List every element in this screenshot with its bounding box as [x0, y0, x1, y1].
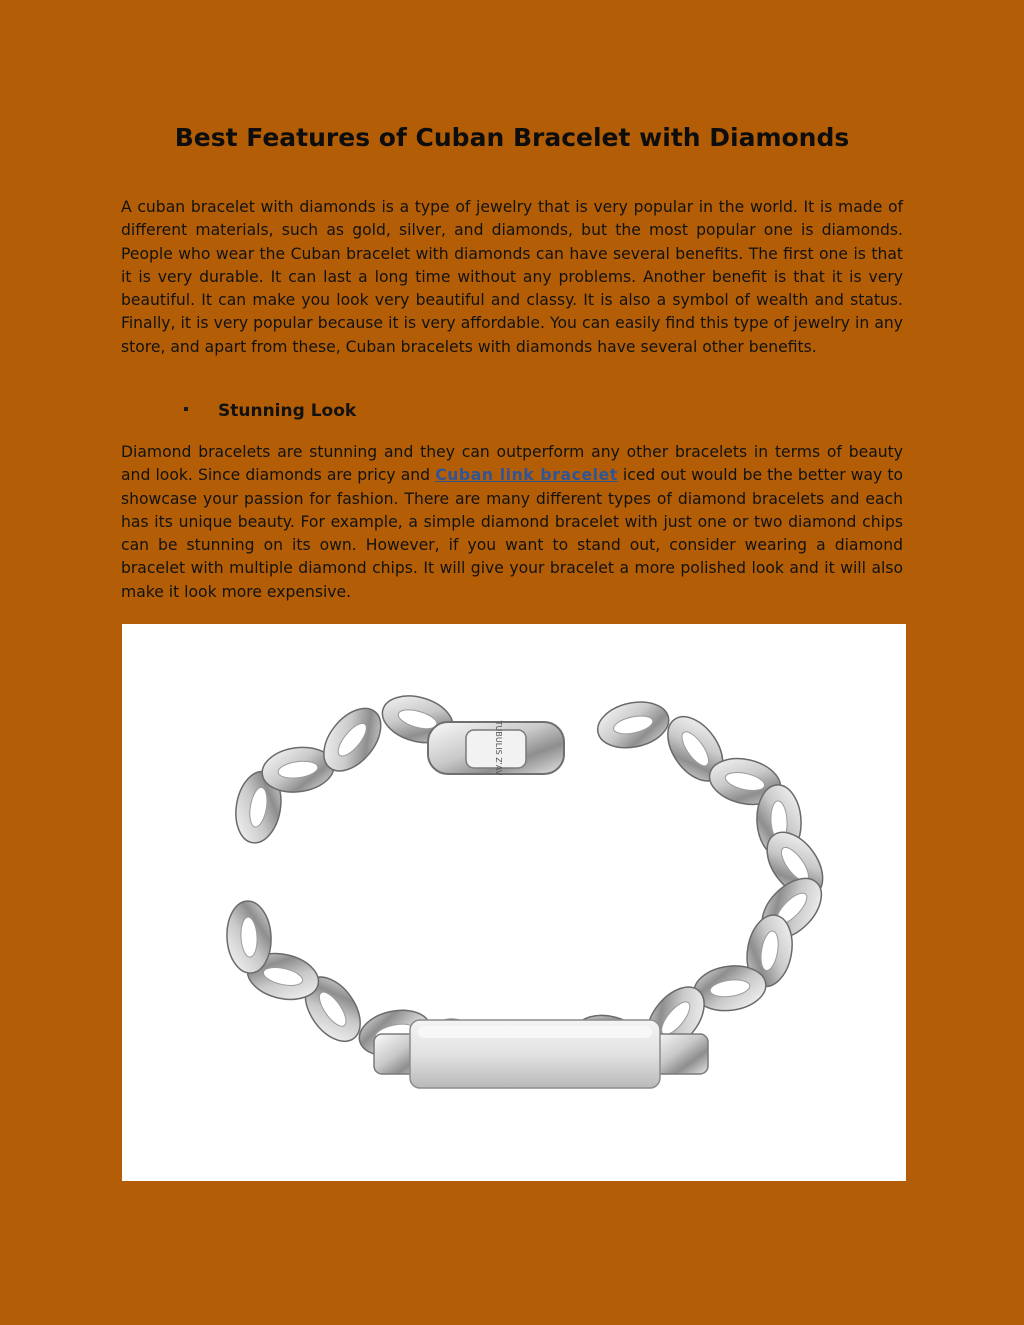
section-text-before-link: Diamond bracelets are stunning and they can outperform any other bracelets in terms of beauty and look. Since diamonds are pricy and: [121, 443, 903, 485]
page-title: Best Features of Cuban Bracelet with Diamonds: [174, 123, 850, 152]
cuban-link-bracelet-link[interactable]: Cuban link bracelet: [435, 466, 618, 485]
bracelet-illustration: [122, 624, 906, 1181]
section-text-after-link: iced out would be the better way to showcase your passion for fashion. There are many different types of diamond bracelets and each has its unique beauty. For example, a simple diamond bracelet with just one or two diamond chips can be stunning on its own. However, if you want to stand out, consider wearing a diamond bracelet with multiple diamond chips. It will give your bracelet a more polished look and it will also make it look more expensive.: [121, 466, 904, 601]
bullet-icon: [184, 407, 188, 411]
section-heading-row: [0, 398, 1024, 424]
clasp-engraving: TUBULIS Z'AV: [494, 720, 503, 776]
clasp: [428, 720, 564, 776]
section-paragraph: [121, 441, 903, 604]
section-heading: Stunning Look: [218, 401, 357, 421]
intro-paragraph: A cuban bracelet with diamonds is a type of jewelry that is very popular in the world. It is made of different materials, such as gold, silver, and diamonds, but the most popular one is diamonds. People who wear the Cuban bracelet with diamonds can have several benefits. The first one is that it is very durable. It can last a long time without any problems. Another benefit is that it is very beautiful. It can make you look very beautiful and classy. It is also a symbol of wealth and status. Finally, it is very popular because it is very affordable. You can easily find this type of jewelry in any store, and apart from these, Cuban bracelets with diamonds have several other benefits.: [121, 198, 903, 356]
id-plate: [374, 1020, 708, 1088]
bracelet-photo: [122, 624, 906, 1181]
